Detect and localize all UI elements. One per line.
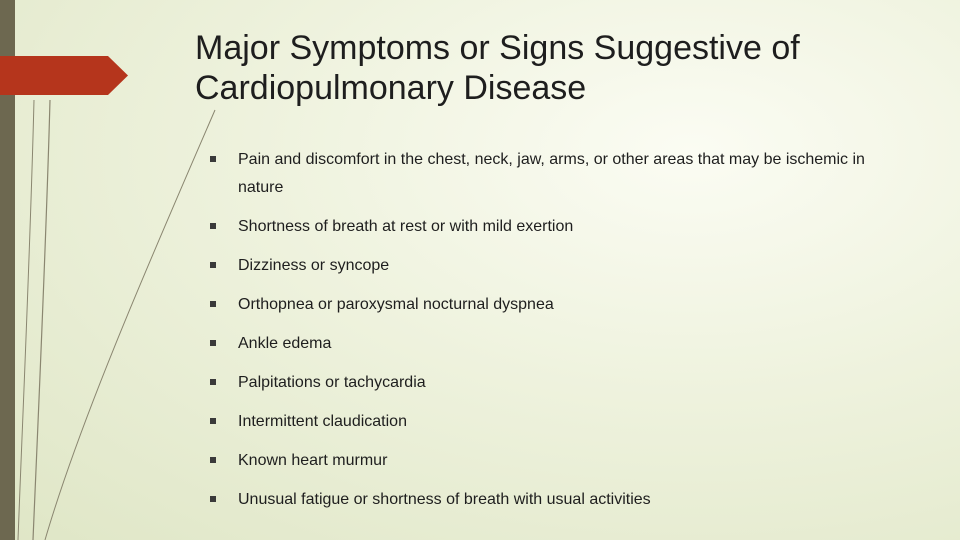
bullet-text: Pain and discomfort in the chest, neck, jaw, arms, or other areas that may be ischemic in nature [238,151,865,196]
square-bullet-icon [210,262,216,268]
bullet-text: Ankle edema [238,335,332,352]
bullet-list [210,146,890,525]
square-bullet-icon [210,379,216,385]
bullet-text: Known heart murmur [238,452,388,469]
bullet-text: Palpitations or tachycardia [238,374,426,391]
bullet-item [210,486,890,514]
bullet-item [210,252,890,280]
bullet-text: Unusual fatigue or shortness of breath with usual activities [238,491,651,508]
bullet-item [210,291,890,319]
square-bullet-icon [210,340,216,346]
slide-title: Major Symptoms or Signs Suggestive of Cardiopulmonary Disease [195,29,800,107]
bullet-text: Dizziness or syncope [238,257,390,274]
bullet-item [210,369,890,397]
bullet-item [210,447,890,475]
bullet-item [210,213,890,241]
square-bullet-icon [210,496,216,502]
bullet-item [210,330,890,358]
bullet-item [210,408,890,436]
bullet-text: Intermittent claudication [238,413,407,430]
bullet-item [210,146,890,202]
square-bullet-icon [210,418,216,424]
square-bullet-icon [210,223,216,229]
bullet-text: Shortness of breath at rest or with mild exertion [238,218,574,235]
square-bullet-icon [210,301,216,307]
square-bullet-icon [210,156,216,162]
square-bullet-icon [210,457,216,463]
accent-tab [0,56,128,95]
bullet-text: Orthopnea or paroxysmal nocturnal dyspnea [238,296,554,313]
